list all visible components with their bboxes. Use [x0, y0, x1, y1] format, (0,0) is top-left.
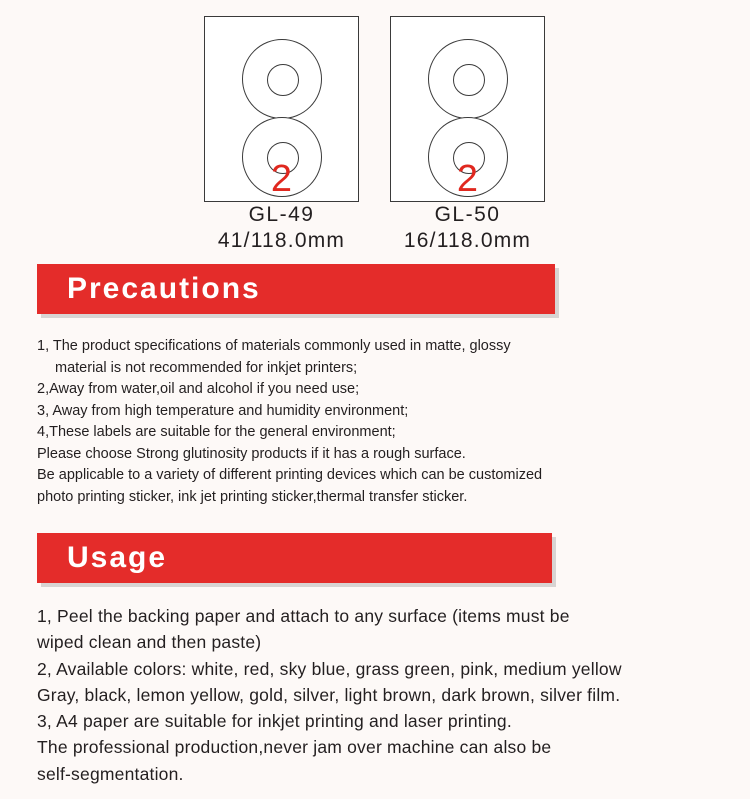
- usage-title: Usage: [67, 541, 168, 574]
- list-item: 3, Away from high temperature and humidity environment;: [37, 402, 409, 419]
- center-hole: [453, 64, 485, 96]
- precautions-list: [37, 336, 637, 508]
- model-name: GL-50: [434, 203, 501, 226]
- center-hole: [267, 64, 299, 96]
- list-item: 1, Peel the backing paper and attach to any surface (items must be: [37, 606, 570, 626]
- list-item: 2, Available colors: white, red, sky blue, grass green, pink, medium yellow: [37, 658, 622, 679]
- model-name: GL-49: [248, 203, 315, 226]
- list-item: Please choose Strong glutinosity products if it has a rough surface.: [37, 445, 466, 462]
- list-item: 4,These labels are suitable for the general environment;: [37, 424, 396, 440]
- precautions-banner: [37, 264, 555, 314]
- usage-list: [37, 603, 737, 787]
- list-item: 2,Away from water,oil and alcohol if you need use;: [37, 381, 360, 397]
- list-item: photo printing sticker, ink jet printing sticker,thermal transfer sticker.: [37, 488, 468, 505]
- label-size: 16/118.0mm: [403, 229, 532, 252]
- list-item: wiped clean and then paste): [37, 632, 262, 653]
- disc-label-top: [242, 39, 322, 119]
- list-item: Be applicable to a variety of different printing devices which can be customized: [37, 467, 543, 483]
- labels-per-sheet-count: 2: [270, 158, 293, 200]
- list-item: self-segmentation.: [37, 763, 184, 784]
- list-item: 3, A4 paper are suitable for inkjet printing and laser printing.: [37, 711, 512, 732]
- list-item: Gray, black, lemon yellow, gold, silver, light brown, dark brown, silver film.: [37, 684, 621, 705]
- labels-per-sheet-count: 2: [456, 158, 479, 200]
- list-item: 1, The product specifications of materials commonly used in matte, glossy: [37, 338, 511, 354]
- disc-label-top: [428, 39, 508, 119]
- usage-banner: [37, 533, 552, 583]
- list-item: material is not recommended for inkjet printers;: [55, 359, 358, 376]
- precautions-title: Precautions: [67, 272, 261, 305]
- list-item: The professional production,never jam over machine can also be: [37, 737, 552, 758]
- label-sheet-gl49: [204, 16, 359, 202]
- label-sheet-gl50: [390, 16, 545, 202]
- label-size: 41/118.0mm: [217, 229, 346, 252]
